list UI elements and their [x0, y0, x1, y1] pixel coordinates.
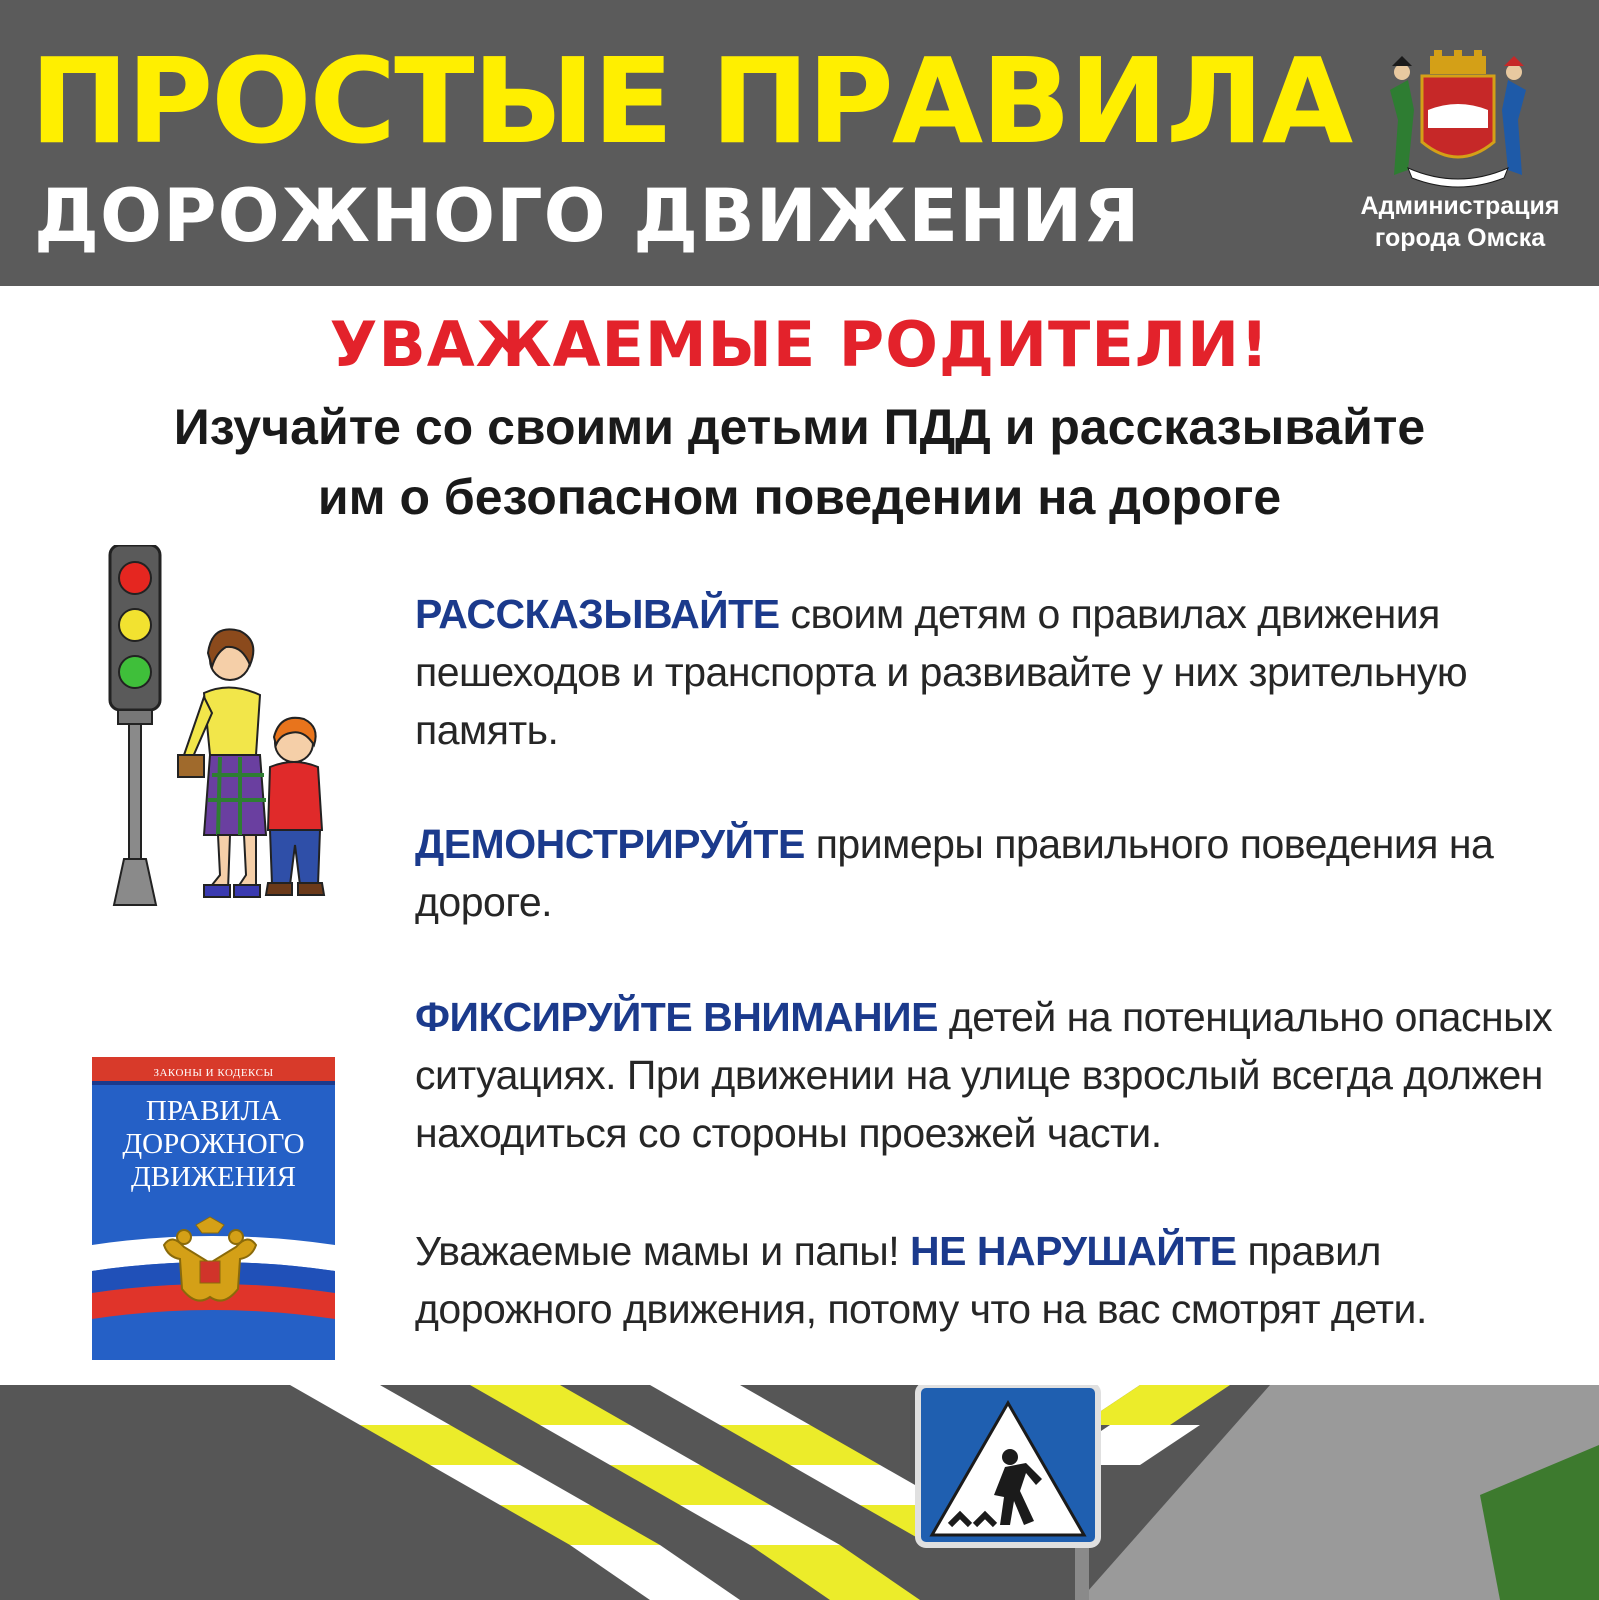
child-figure-icon [266, 718, 324, 895]
tip-demonstrate-highlight: ДЕМОНСТРИРУЙТЕ [415, 821, 805, 867]
page-title: ПРОСТЫЕ ПРАВИЛА [30, 32, 1352, 170]
tip-do-not-violate-text: правил дорожного движения, потому что на вас смотрят дети. [415, 1228, 1427, 1332]
traffic-light-icon [110, 545, 160, 905]
intro-text [0, 392, 1599, 532]
book-title-line-1: ПРАВИЛА [145, 1095, 282, 1127]
traffic-light-illustration [100, 545, 330, 925]
intro-line-2: им о безопасном поведении на дороге [317, 469, 1282, 525]
tip-do-not-violate-highlight: НЕ НАРУШАЙТЕ [910, 1228, 1237, 1274]
admin-line-1: Администрация [1360, 192, 1560, 220]
book-title-line-3: ДВИЖЕНИЯ [131, 1161, 296, 1193]
tip-demonstrate [415, 815, 1585, 931]
tip-do-not-violate [415, 1222, 1585, 1338]
tip-attention-highlight: ФИКСИРУЙТЕ ВНИМАНИЕ [415, 994, 938, 1040]
mother-figure-icon [178, 629, 266, 897]
crosswalk-road-scene [0, 1385, 1599, 1600]
tip-do-not-violate-prefix: Уважаемые мамы и папы! [415, 1228, 911, 1274]
tip-attention [415, 988, 1585, 1162]
tip-demonstrate-text: примеры правильного поведения на дороге. [415, 821, 1494, 925]
header-banner [0, 0, 1599, 286]
intro-line-1: Изучайте со своими детьми ПДД и рассказывайте [173, 399, 1426, 455]
parents-heading: УВАЖАЕМЫЕ РОДИТЕЛИ! [329, 308, 1270, 381]
tip-tell [415, 585, 1585, 759]
book-series: ЗАКОНЫ И КОДЕКСЫ [153, 1067, 274, 1079]
book-title [92, 1095, 335, 1194]
tip-attention-text: детей на потенциально опасных ситуациях. При движении на улице взрослый всегда должен находиться со стороны проезжей части. [415, 994, 1553, 1156]
page-subtitle: ДОРОЖНОГО ДВИЖЕНИЯ [34, 174, 1141, 259]
administration-caption [1340, 190, 1580, 254]
admin-line-2: города Омска [1374, 224, 1546, 252]
tip-tell-highlight: РАССКАЗЫВАЙТЕ [415, 591, 780, 637]
tip-tell-text: своим детям о правилах движения пешеходов и транспорта и развивайте у них зрительную память. [415, 591, 1468, 753]
omsk-coat-of-arms-icon [1378, 50, 1538, 190]
book-title-line-2: ДОРОЖНОГО [122, 1128, 305, 1160]
traffic-rules-book [92, 1057, 335, 1360]
